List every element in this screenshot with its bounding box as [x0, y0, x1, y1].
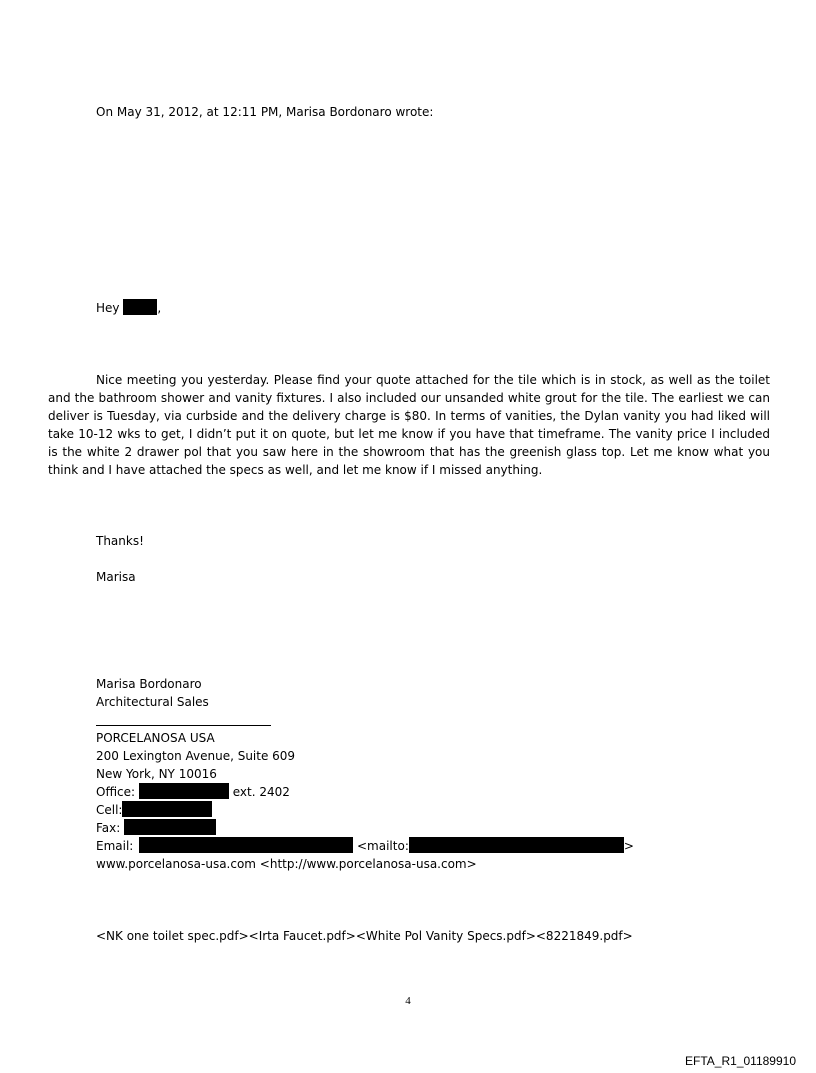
signature-website[interactable]: www.porcelanosa-usa.com <http://www.porcelanosa-usa.com> — [96, 857, 477, 871]
email-header-line: On May 31, 2012, at 12:11 PM, Marisa Bordonaro wrote: — [96, 105, 434, 119]
redaction-box — [123, 299, 157, 315]
mailto-close: > — [623, 839, 634, 853]
greeting — [96, 299, 161, 317]
sign-off-name: Marisa — [96, 570, 136, 584]
signature-cell-line — [96, 801, 212, 819]
page-number: 4 — [405, 995, 411, 1007]
attachments-list: <NK one toilet spec.pdf><Irta Faucet.pdf><White Pol Vanity Specs.pdf><8221849.pdf> — [96, 929, 633, 943]
signature-name: Marisa Bordonaro — [96, 677, 202, 691]
signature-company: PORCELANOSA USA — [96, 731, 215, 745]
email-body: Nice meeting you yesterday. Please find your quote attached for the tile which is in stock, as well as the toilet and the bathroom shower and vanity fixtures. I also included our unsanded white grout for the tile. The earliest we can deliver is Tuesday, via curbside and the delivery charge is $80. In terms of vanities, the Dylan vanity you had liked will take 10-12 wks to get, I didn’t put it on quote, but let me know if you have that timeframe. The vanity price I included is the white 2 drawer pol that you saw here in the showroom that has the greenish glass top. Let me know what you think and I have attached the specs as well, and let me know if I missed anything. — [48, 373, 770, 477]
office-label: Office: — [96, 785, 136, 799]
redaction-box — [139, 837, 353, 853]
greeting-comma: , — [157, 301, 162, 315]
signature-divider — [96, 725, 271, 726]
redaction-box — [139, 783, 229, 799]
email-label: Email: — [96, 839, 134, 853]
bates-number: EFTA_R1_01189910 — [685, 1054, 796, 1068]
signature-title: Architectural Sales — [96, 695, 209, 709]
thanks-line: Thanks! — [96, 534, 144, 548]
fax-label: Fax: — [96, 821, 121, 835]
greeting-word: Hey — [96, 301, 120, 315]
signature-fax-line — [96, 819, 216, 837]
mailto-open: <mailto: — [357, 839, 409, 853]
signature-address-line1: 200 Lexington Avenue, Suite 609 — [96, 749, 296, 763]
redaction-box — [122, 801, 212, 817]
signature-email-line — [96, 837, 634, 855]
signature-address-line2: New York, NY 10016 — [96, 767, 217, 781]
office-extension: ext. 2402 — [232, 785, 290, 799]
signature-office-line — [96, 783, 290, 801]
redaction-box — [409, 837, 624, 853]
redaction-box — [124, 819, 216, 835]
cell-label: Cell: — [96, 803, 123, 817]
